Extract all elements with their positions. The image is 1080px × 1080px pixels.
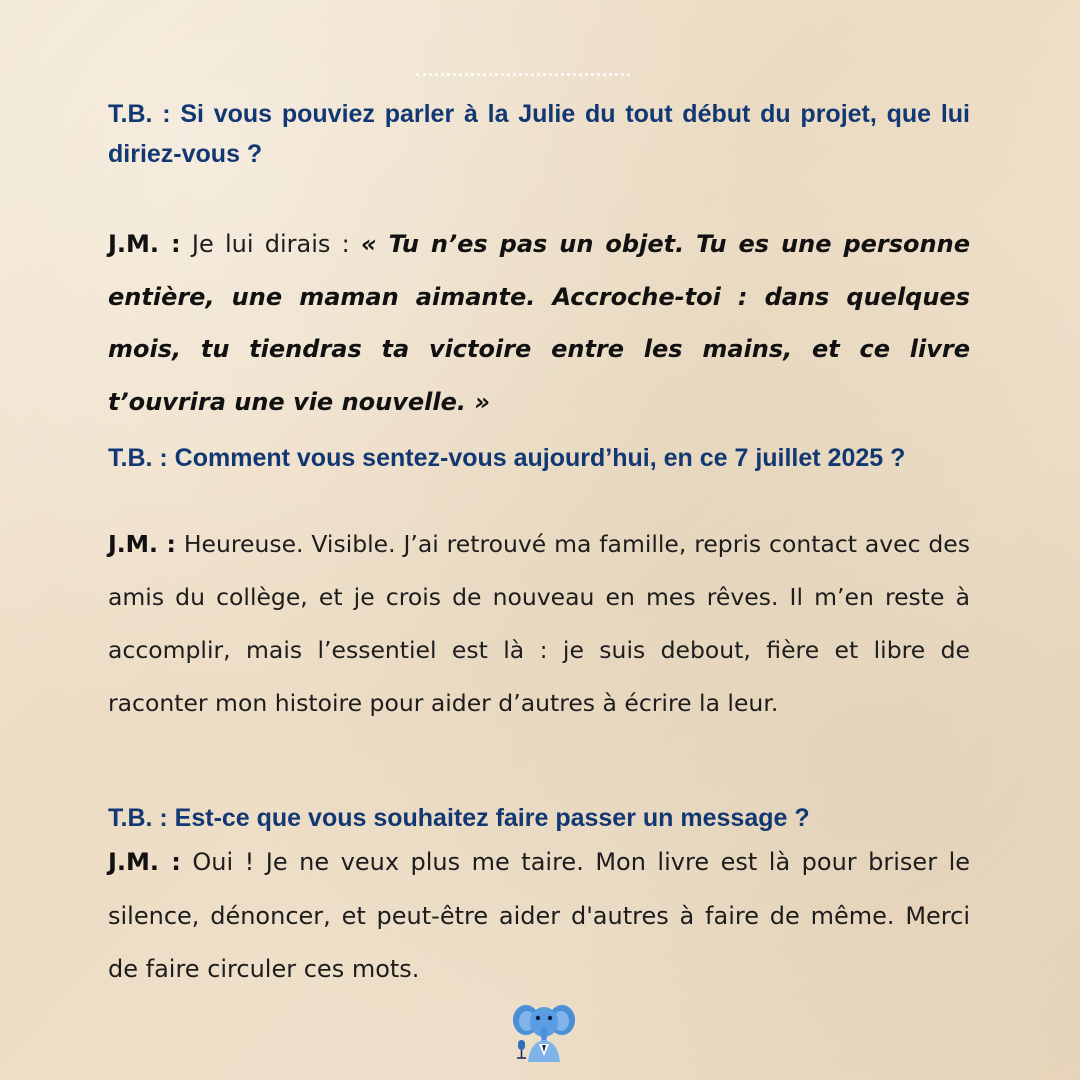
elephant-microphone-icon <box>512 1000 576 1062</box>
answer-2-text: Heureuse. Visible. J’ai retrouvé ma famille, repris contact avec des amis du collège, et je crois de nouveau en mes rêves. Il m’en reste à accomplir, mais l’essentiel est là : je suis debout, fière et libre de raconter mon histoire pour aider d’autres à écrire la leur. <box>108 530 970 717</box>
answer-3 <box>108 836 970 997</box>
speaker-label: J.M. : <box>108 530 176 558</box>
question-2: T.B. : Comment vous sentez-vous aujourd’hui, en ce 7 juillet 2025 ? <box>108 444 906 472</box>
answer-1-quote: « Tu n’es pas un objet. Tu es une personne entière, une maman aimante. Accroche-toi : dans quelques mois, tu tiendras ta victoire entre les mains, et ce livre t’ouvrira une vie nouvelle. » <box>108 230 970 416</box>
answer-2 <box>108 518 970 730</box>
question-3: T.B. : Est-ce que vous souhaitez faire passer un message ? <box>108 804 810 832</box>
answer-1-text: Je lui dirais : <box>180 230 361 258</box>
question-1: T.B. : Si vous pouviez parler à la Julie du tout début du projet, que lui diriez-vous ? <box>108 100 970 168</box>
speaker-label: J.M. : <box>108 848 181 876</box>
speaker-label: J.M. : <box>108 230 181 258</box>
decorative-dots <box>416 73 630 80</box>
answer-3-text: Oui ! Je ne veux plus me taire. Mon livre est là pour briser le silence, dénoncer, et peut-être aider d'autres à faire de même. Merci de faire circuler ces mots. <box>108 848 971 983</box>
answer-1 <box>108 218 970 428</box>
